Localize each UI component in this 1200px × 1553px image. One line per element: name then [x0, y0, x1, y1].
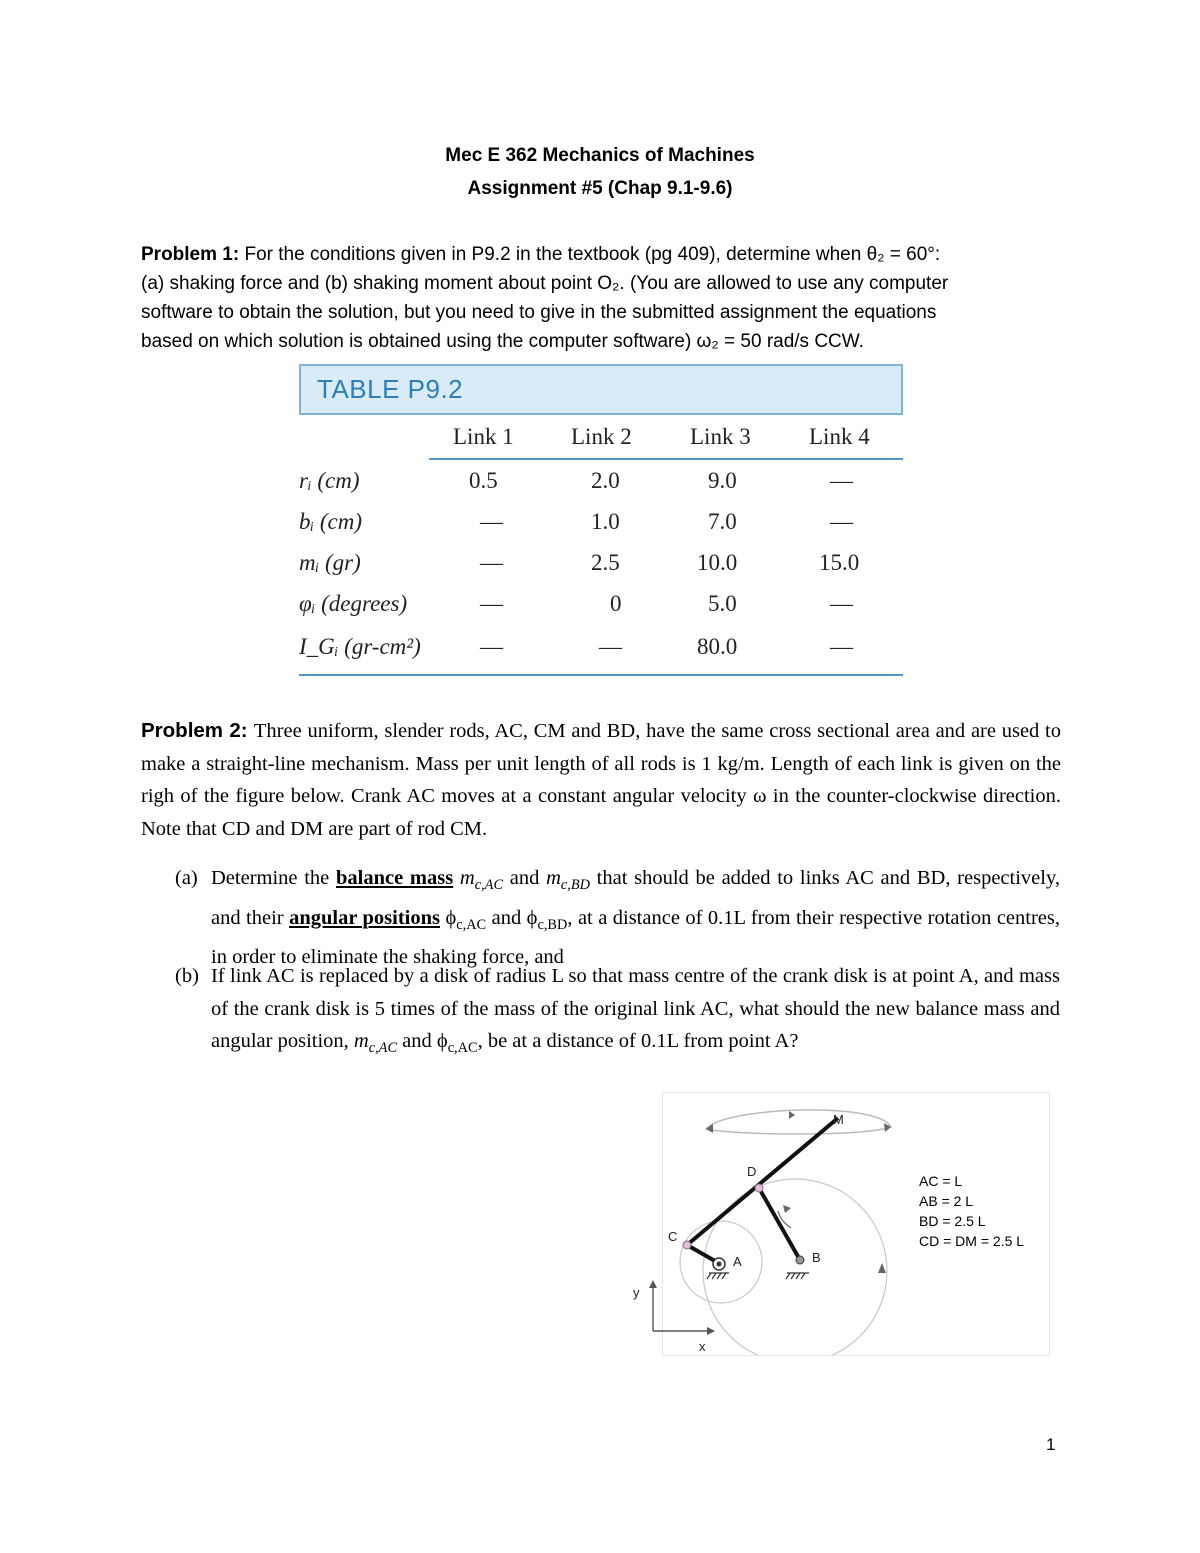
link-lengths — [919, 1171, 1024, 1251]
table-title: TABLE P9.2 — [317, 374, 464, 404]
table-cell: — — [480, 634, 503, 659]
table-cell: — — [830, 591, 853, 616]
point-label-d: D — [747, 1164, 757, 1179]
table-row-label: φᵢ (degrees) — [299, 591, 408, 616]
problem1-text — [141, 240, 1061, 356]
phi-bd-symbol: $\phi_{c,BD}$ — [526, 906, 568, 933]
table-col-header: Link 3 — [690, 424, 751, 449]
rod-bd — [759, 1188, 800, 1260]
table-col-header: Link 1 — [453, 424, 514, 449]
table-cell: — — [830, 509, 853, 534]
table-cell: 0 — [610, 591, 622, 616]
table-row-label: I_Gᵢ (gr-cm²) — [299, 634, 421, 659]
table-cell: 7.0 — [708, 509, 737, 534]
table-bottom-rule — [299, 674, 903, 676]
table-cell: 15.0 — [819, 550, 860, 575]
part-a-text-3: , at a distance of 0.1L from their respective rotation centres, in order to eliminate the shaking force, and — [211, 906, 1061, 969]
table-cell: 10.0 — [697, 550, 738, 575]
table-cell: — — [599, 634, 622, 659]
length-ab: AB = 2 L — [919, 1193, 974, 1209]
problem1-line-d: based on which solution is obtained using the computer software) ω₂ = 50 rad/s CCW. — [141, 331, 864, 352]
part-b-text-2: , be at a distance of 0.1L from point A? — [477, 1030, 799, 1052]
part-b-text-1: If link AC is replaced by a disk of radius L so that mass centre of the crank disk is at point A, and mass of the crank disk is 5 times of the mass of the original link AC, what should the new balance mass and angular position, — [211, 965, 1060, 1052]
joint-c — [683, 1241, 691, 1249]
page-number: 1 — [1046, 1435, 1056, 1454]
point-label-a: A — [733, 1254, 742, 1269]
path-arrow-icon — [789, 1111, 795, 1119]
problem1-line-b: (a) shaking force and (b) shaking moment about point O₂. (You are allowed to use any computer — [141, 273, 949, 294]
joint-d — [755, 1184, 763, 1192]
pivot-b — [796, 1256, 804, 1264]
phi-ac-symbol: $\phi_{c,AC}$ — [436, 1030, 478, 1057]
coupler-path — [706, 1110, 891, 1134]
table-cell: 80.0 — [697, 634, 738, 659]
mechanism-figure — [633, 1092, 1050, 1356]
rotation-arrow-icon — [783, 1205, 791, 1213]
point-label-b: B — [812, 1250, 821, 1265]
y-axis-label: y — [633, 1285, 640, 1300]
problem2-part-b: (b) If link AC is replaced by a disk of radius L so that mass centre of the crank disk is at point A, and mass of the crank disk is 5 times of the mass of the original link AC, what should the new balance mass and angular position, $m_{c,AC}$ and $\phi_{c,AC}$, be at a distance of 0.1L from point A? — [211, 960, 1060, 1065]
table-cell: 2.0 — [591, 468, 620, 493]
assignment-title: Assignment #5 (Chap 9.1-9.6) — [467, 178, 733, 199]
table-col-header: Link 2 — [571, 424, 632, 449]
balance-mass-term: balance mass — [336, 867, 454, 889]
problem1-line-a: For the conditions given in P9.2 in the textbook (pg 409), determine when θ₂ = 60°: — [239, 244, 941, 265]
table-cell: 2.5 — [591, 550, 620, 575]
part-a-label: (a) — [175, 867, 198, 889]
mc-bd-symbol: $m_{c,BD}$ — [546, 867, 590, 894]
mc-ac-symbol: $m_{c,AC}$ — [353, 1030, 398, 1057]
table-title-bar — [299, 364, 903, 415]
problem2-label: Problem 2: — [141, 719, 248, 742]
part-a-text-2: that should be added to links AC and BD, respectively, and their — [211, 867, 1061, 929]
part-a-text-1: Determine the — [211, 867, 336, 889]
part-b-label: (b) — [175, 965, 199, 987]
length-ac: AC = L — [919, 1173, 963, 1189]
rod-ac — [687, 1245, 715, 1261]
circle-arrow-icon — [878, 1263, 886, 1273]
ground-b-icon — [786, 1273, 809, 1279]
x-axis-label: x — [699, 1339, 706, 1354]
table-col-header: Link 4 — [809, 424, 870, 449]
point-label-c: C — [668, 1229, 678, 1244]
pivot-a-center — [717, 1262, 722, 1267]
table-cell: — — [830, 634, 853, 659]
table-p9-2 — [299, 420, 903, 680]
table-cell: 5.0 — [708, 591, 737, 616]
table-cell: — — [480, 591, 503, 616]
course-title: Mec E 362 Mechanics of Machines — [445, 145, 755, 166]
table-row-label: rᵢ (cm) — [299, 468, 360, 493]
problem1-line-c: software to obtain the solution, but you need to give in the submitted assignment the equations — [141, 302, 937, 323]
point-label-m: M — [833, 1112, 844, 1127]
axes-drawing — [643, 1275, 723, 1345]
table-header-rule — [429, 458, 903, 460]
length-cd-dm: CD = DM = 2.5 L — [919, 1233, 1025, 1249]
problem2-intro — [141, 715, 1061, 845]
table-cell: 1.0 — [591, 509, 620, 534]
y-arrow-icon — [649, 1280, 657, 1288]
large-circle — [703, 1179, 887, 1355]
table-cell: — — [480, 550, 503, 575]
mc-ac-symbol: $m_{c,AC}$ — [459, 867, 504, 894]
table-cell: — — [480, 509, 503, 534]
table-row-label: mᵢ (gr) — [299, 550, 361, 575]
problem2-part-a: (a) Determine the balance mass $m_{c,AC}$ and $m_{c,BD}$ that should be added to links AC and BD, respectively, and their angular positions $\phi_{c,AC}$ and $\phi_{c,BD}$, at a distance of 0.1L from their respective rotation centres, in order to eliminate the shaking force, and — [211, 862, 1060, 974]
angular-positions-term: angular positions — [289, 906, 440, 929]
table-row-label: bᵢ (cm) — [299, 509, 363, 534]
problem1-label: Problem 1: — [141, 244, 240, 265]
length-bd: BD = 2.5 L — [919, 1213, 986, 1229]
table-cell: 0.5 — [469, 468, 498, 493]
x-arrow-icon — [707, 1327, 715, 1335]
problem2-intro-text: Three uniform, slender rods, AC, CM and BD, have the same cross sectional area and are used to make a straight-line mechanism. Mass per unit length of all rods is 1 kg/m. Length of each link is given on the righ of the figure below. Crank AC moves at a constant angular velocity ω in the counter-clockwise direction. Note that CD and DM are part of rod CM. — [141, 720, 1061, 840]
table-cell: 9.0 — [708, 468, 737, 493]
phi-ac-symbol: $\phi_{c,AC}$ — [445, 906, 487, 933]
table-cell: — — [830, 468, 853, 493]
